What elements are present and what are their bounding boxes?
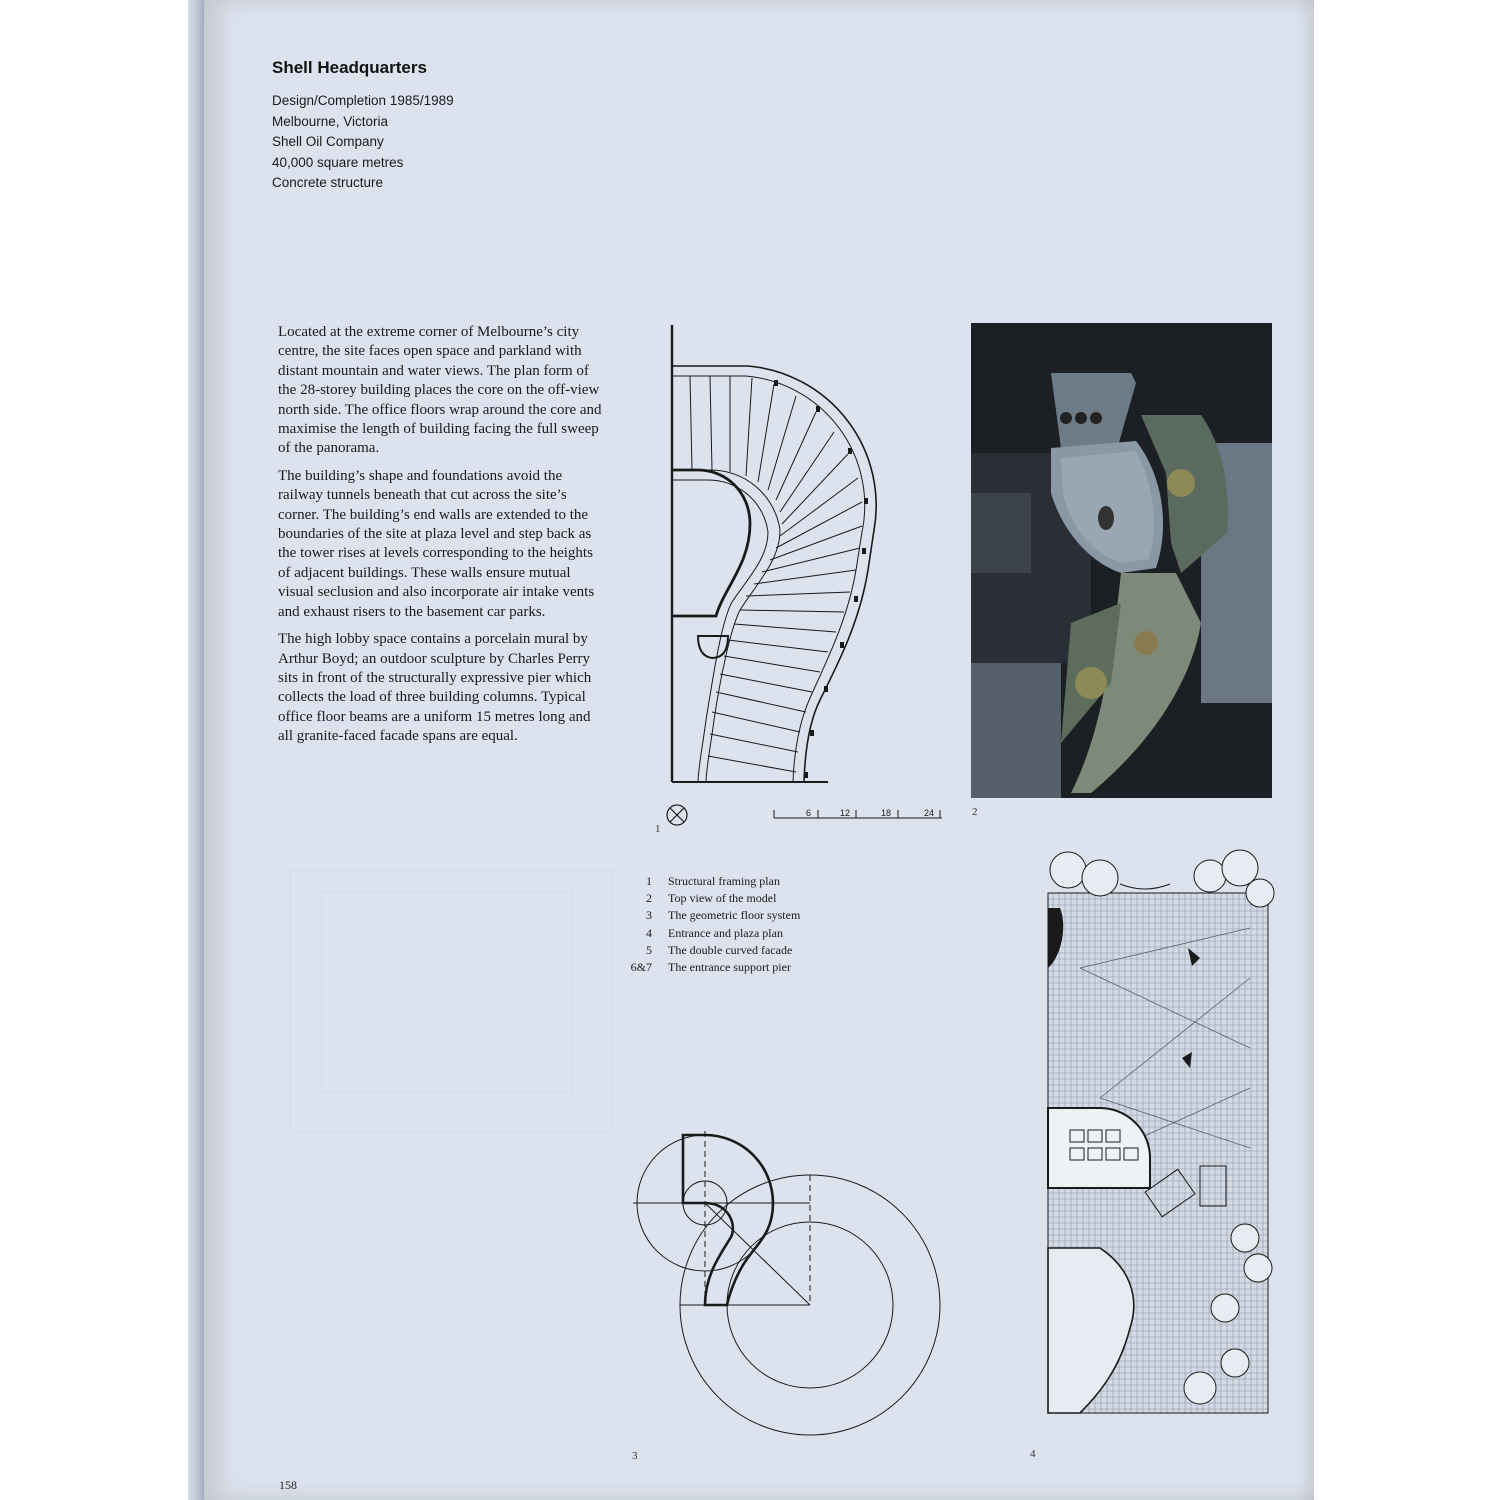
meta-area: 40,000 square metres: [272, 154, 404, 170]
paragraph: The high lobby space contains a porcelain mural by Arthur Boyd; an outdoor sculpture by Charles Perry sits in front of the structurally expressive pier which collects the load of three building columns. Typical office floor beams are a uniform 15 metres long and all granite-faced facade spans are equal.: [278, 631, 592, 745]
meta-client: Shell Oil Company: [272, 134, 384, 149]
caption-row: 6&7 The entrance support pier: [630, 960, 791, 975]
figure-2-number: 2: [972, 806, 978, 818]
geometric-floor-system-diagram: [625, 1125, 955, 1455]
model-top-view-photo: [971, 323, 1272, 798]
meta-location: Melbourne, Victoria: [272, 113, 389, 129]
paragraph: The building’s shape and foundations avoid the railway tunnels beneath that cut across the site’s corner. The building’s end walls are extended to the boundaries of the site at plaza level and step back as the tower rises at levels corresponding to the heights of adjacent buildings. These walls ensure mutual visual seclusion and also incorporate air intake vents and exhaust risers to the basement car parks.: [278, 467, 595, 620]
figure-3-number: 3: [632, 1450, 638, 1462]
scale-label-24: 24: [924, 808, 935, 818]
meta-structure: Concrete structure: [272, 175, 384, 190]
caption-row: 3 The geometric floor system: [646, 908, 801, 923]
body-text: [278, 323, 603, 755]
caption-row: 5 The double curved facade: [646, 942, 793, 957]
caption-row: 1 Structural framing plan: [646, 874, 780, 888]
show-through-ghost: [290, 870, 612, 1132]
page-number: 158: [279, 1478, 297, 1492]
model-illustration: [971, 323, 1272, 798]
page-edge-shadow: [1296, 0, 1314, 1500]
project-meta: [272, 91, 454, 194]
scale-label-6: 6: [806, 808, 812, 818]
figure-4-number: 4: [1030, 1448, 1036, 1460]
paragraph: Located at the extreme corner of Melbourne’s city centre, the site faces open space and parkland with distant mountain and water views. The plan form of the 28-storey building places the core on the off-view north side. The office floors wrap around the core and maximise the length of building facing the full sweep of the panorama.: [278, 324, 602, 457]
page-title: Shell Headquarters: [272, 58, 427, 77]
entrance-plaza-plan: [1020, 848, 1275, 1448]
caption-row: 4 Entrance and plaza plan: [646, 925, 783, 940]
structural-framing-plan: [640, 320, 960, 840]
caption-row: 2 Top view of the model: [646, 891, 777, 906]
scale-label-18: 18: [881, 808, 892, 818]
figure-1-number: 1: [655, 823, 661, 835]
scale-label-12: 12: [840, 808, 851, 818]
meta-design-completion: Design/Completion 1985/1989: [272, 93, 454, 108]
figure-captions: [626, 873, 800, 976]
